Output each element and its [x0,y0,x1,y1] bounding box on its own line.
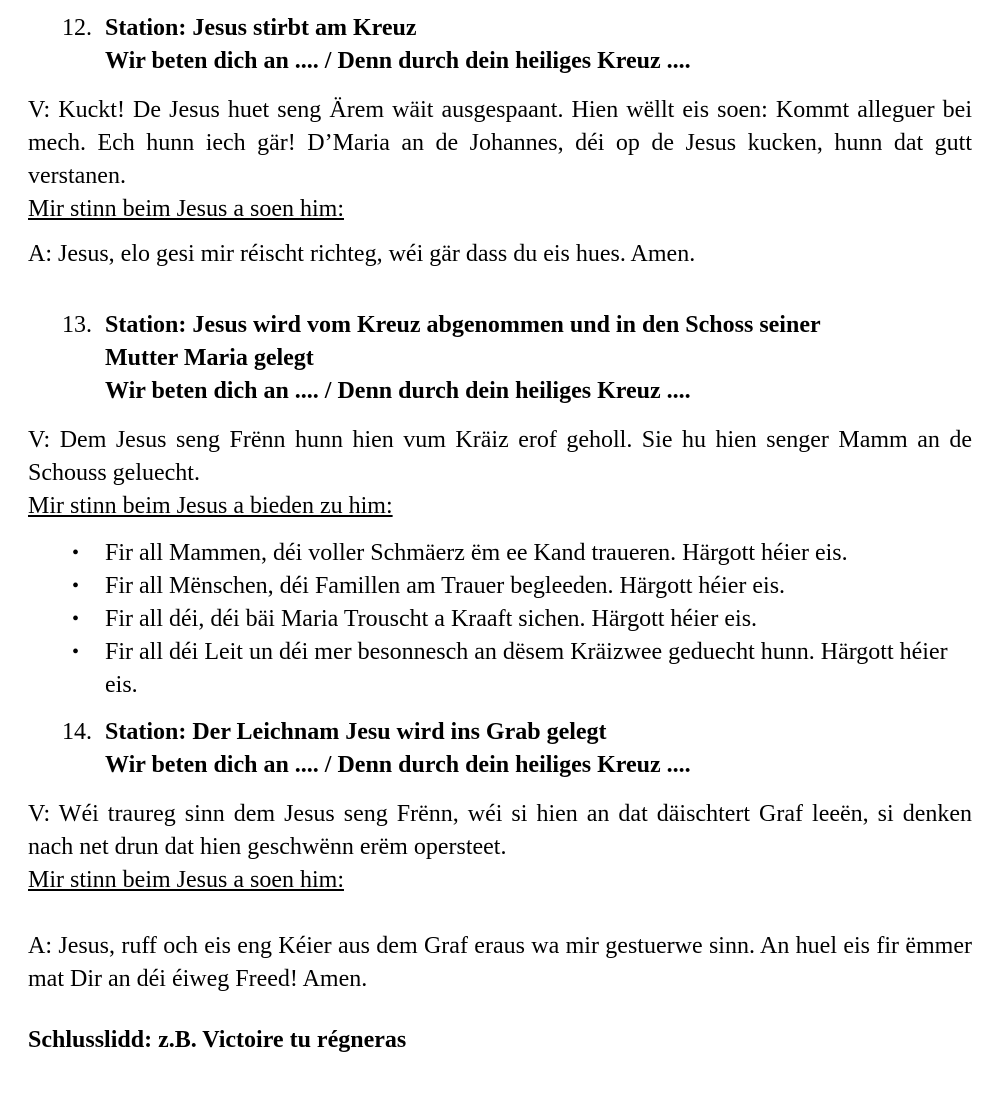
prayer-item [28,636,972,702]
station-13-heading-text [105,309,821,408]
station-13-heading [62,309,972,408]
station-14-title: Station: Der Leichnam Jesu wird ins Grab gelegt [105,719,607,745]
station-12-answer: A: Jesus, elo gesi mir réischt richteg, wéi gär dass du eis hues. Amen. [28,241,696,267]
station-14-heading-text [105,716,691,782]
bullet-icon: • [72,608,80,630]
prayer-item [28,570,972,603]
bullet-icon: • [72,641,80,663]
station-12-verse: V: Kuckt! De Jesus huet seng Ärem wäit ausgespaant. Hien wëllt eis soen: Kommt alleguer bei mech. Ech hunn iech gär! D’Maria an de Johannes, déi op de Jesus kucken, hunn dat gutt verstanen. [28,97,972,189]
station-13-refrain: Wir beten dich an .... / Denn durch dein heiliges Kreuz .... [105,378,691,404]
station-14-refrain: Wir beten dich an .... / Denn durch dein heiliges Kreuz .... [105,752,691,778]
prayer-text: Fir all déi, déi bäi Maria Trouscht a Kraaft sichen. Härgott héier eis. [105,606,758,632]
station-12-heading [62,12,972,78]
station-12-number: 12. [62,15,92,41]
station-14-answer: A: Jesus, ruff och eis eng Kéier aus dem Graf eraus wa mir gestuerwe sinn. An huel eis fir ëmmer mat Dir an déi éiweg Freed! Amen. [28,933,972,992]
station-13-title-line1: Station: Jesus wird vom Kreuz abgenommen und in den Schoss seiner [105,312,821,338]
prayer-item [28,537,972,570]
station-14-number: 14. [62,719,92,745]
station-14-heading [62,716,972,782]
station-13-title-line2: Mutter Maria gelegt [105,345,314,371]
station-14-verse: V: Wéi traureg sinn dem Jesus seng Frënn, wéi si hien an dat däischtert Graf leeën, si denken nach net drun dat hien geschwënn erëm opersteet. [28,801,972,860]
station-13-number: 13. [62,312,92,338]
prayer-text: Fir all Mënschen, déi Famillen am Trauer begleeden. Härgott héier eis. [105,573,786,599]
station-12-heading-text [105,12,691,78]
station-13-invitation: Mir stinn beim Jesus a bieden zu him: [28,493,393,519]
station-14-invitation: Mir stinn beim Jesus a soen him: [28,867,344,893]
station-12-invitation: Mir stinn beim Jesus a soen him: [28,196,344,222]
station-13-verse: V: Dem Jesus seng Frënn hunn hien vum Kräiz erof geholl. Sie hu hien senger Mamm an de Schouss geluecht. [28,427,972,486]
bullet-icon: • [72,575,80,597]
prayer-text: Fir all déi Leit un déi mer besonnesch an dësem Kräizwee geduecht hunn. Härgott héier eis. [105,639,948,698]
bullet-icon: • [72,542,80,564]
prayer-text: Fir all Mammen, déi voller Schmäerz ëm ee Kand traueren. Härgott héier eis. [105,540,848,566]
station-12-refrain: Wir beten dich an .... / Denn durch dein heiliges Kreuz .... [105,48,691,74]
station-13-prayer-list [28,537,972,702]
prayer-item [28,603,972,636]
station-12-title: Station: Jesus stirbt am Kreuz [105,15,417,41]
closing-hymn-line: Schlusslidd: z.B. Victoire tu régneras [28,1027,407,1053]
